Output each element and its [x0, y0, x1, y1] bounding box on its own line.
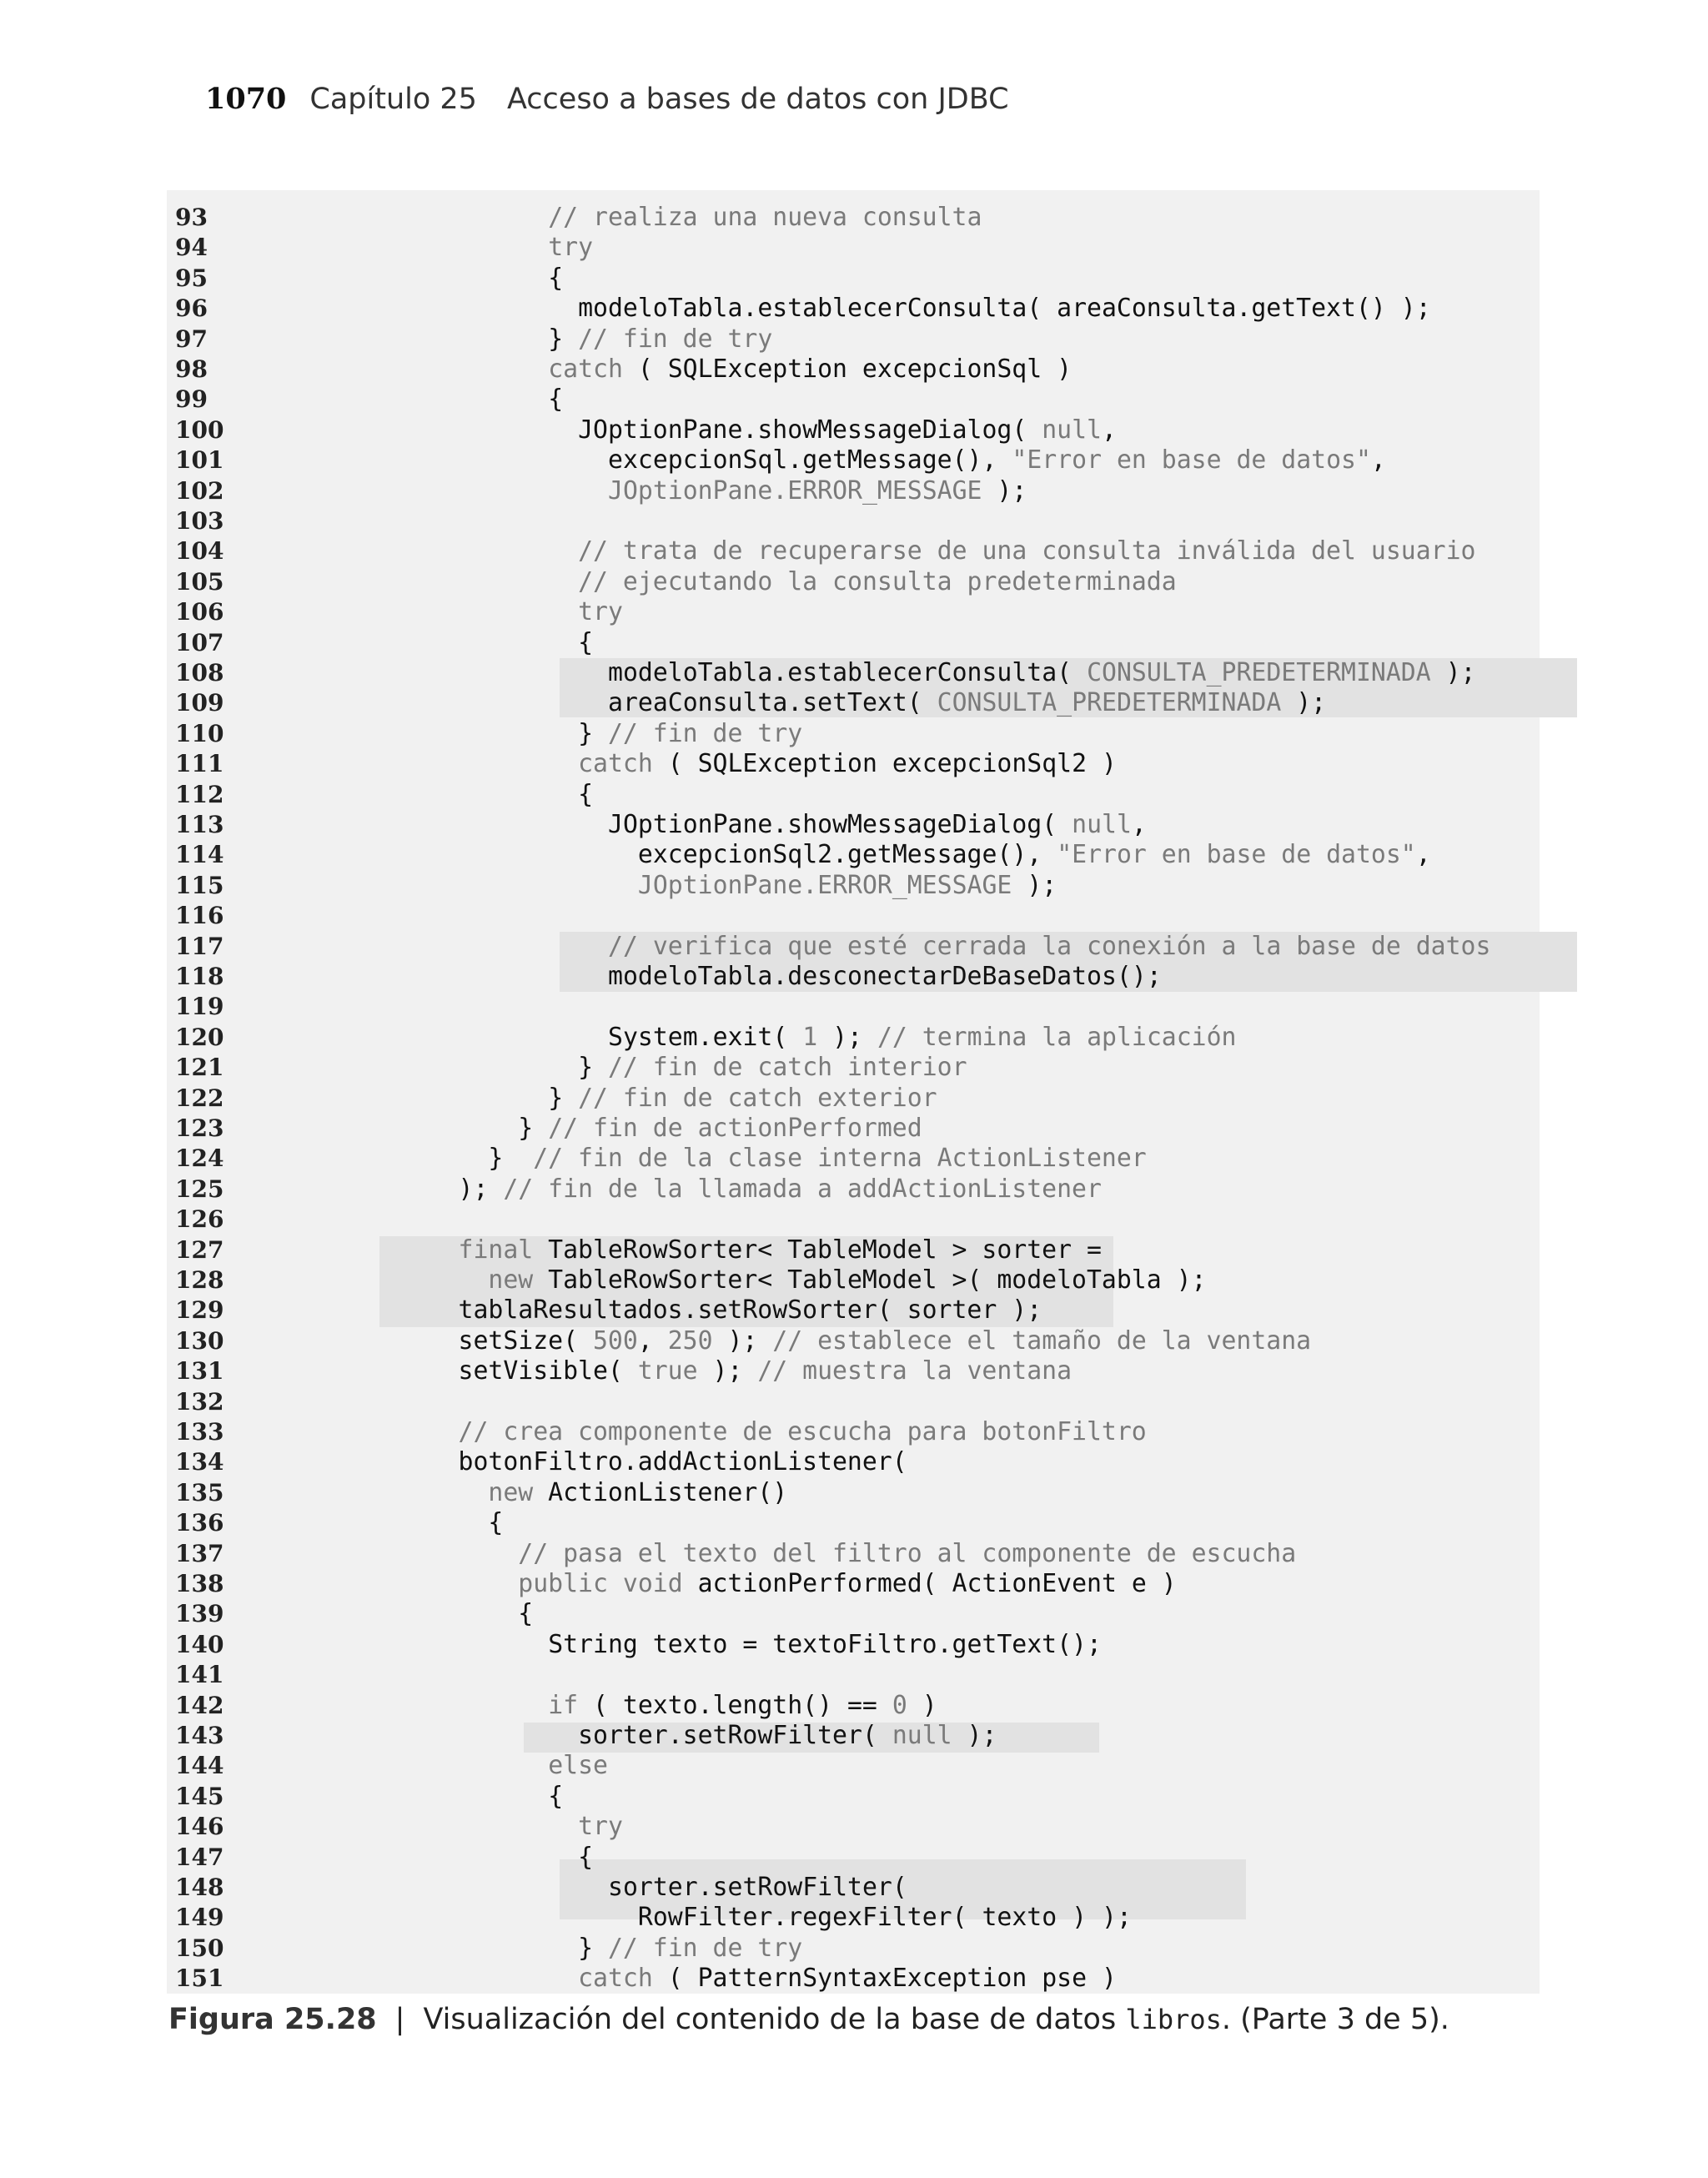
code-token: ,: [637, 1325, 668, 1356]
line-number: 117: [175, 932, 224, 960]
code-token: ( PatternSyntaxException pse ): [652, 1964, 1117, 1994]
code-token: ,: [1131, 810, 1147, 839]
code-line: [167, 1599, 1540, 1629]
code-token: ,: [1101, 415, 1117, 445]
keyword-token: else: [548, 1751, 608, 1781]
figure-caption: [168, 2003, 1449, 2036]
code-text: [608, 932, 1490, 962]
literal-token: CONSULTA_PREDETERMINADA: [1087, 658, 1431, 687]
code-text: [459, 1447, 907, 1477]
code-line: [167, 1417, 1540, 1447]
code-text: [518, 1569, 1176, 1599]
code-line: [167, 324, 1540, 355]
code-token: ( SQLException excepcionSql ): [622, 355, 1073, 384]
code-text: [608, 962, 1162, 992]
code-line: [167, 1721, 1540, 1751]
code-text: [608, 445, 1386, 475]
code-line: [167, 1235, 1540, 1265]
page-header: [205, 82, 1009, 116]
line-number: 95: [175, 264, 208, 292]
line-number: 109: [175, 689, 224, 717]
code-line: [167, 415, 1540, 445]
code-text: [578, 597, 623, 627]
comment-token: // realiza una nueva consulta: [548, 203, 982, 232]
caption-text-before: Visualización del contenido de la base de datos: [423, 2003, 1126, 2036]
code-line: [167, 1843, 1540, 1873]
code-text: [459, 1356, 1073, 1386]
code-token: ,: [1415, 840, 1431, 870]
code-token: );: [1430, 658, 1476, 687]
chapter-title: Acceso a bases de datos con JDBC: [506, 83, 1009, 116]
code-line: [167, 1812, 1540, 1842]
code-text: [488, 1265, 1206, 1295]
line-number: 102: [175, 476, 224, 505]
code-text: [578, 536, 1475, 566]
code-token: {: [518, 1599, 534, 1629]
code-line: [167, 385, 1540, 415]
code-line: [167, 1326, 1540, 1356]
figure-label: Figura 25.28: [168, 2003, 377, 2036]
code-line: [167, 1630, 1540, 1660]
line-number: 110: [175, 719, 224, 747]
code-line: [167, 992, 1540, 1022]
line-number: 96: [175, 294, 208, 323]
code-line: [167, 567, 1540, 597]
line-number: 143: [175, 1722, 224, 1749]
code-text: [459, 1235, 1102, 1265]
code-token: );: [952, 1721, 997, 1750]
literal-token: 500: [592, 1325, 638, 1356]
keyword-token: new: [488, 1477, 534, 1507]
chapter-label: Capítulo 25: [309, 83, 477, 116]
code-line: [167, 1114, 1540, 1144]
code-token: ( texto.length() ==: [578, 1690, 892, 1720]
comment-token: // pasa el texto del filtro al componente de escucha: [518, 1538, 1297, 1568]
code-text: [459, 1175, 1102, 1205]
code-line: [167, 233, 1540, 263]
page-number: 1070: [205, 82, 287, 116]
code-token: System.exit(: [608, 1022, 803, 1052]
code-line: [167, 932, 1540, 962]
line-number: 103: [175, 507, 224, 535]
line-number: 101: [175, 446, 224, 475]
line-number: 114: [175, 841, 224, 869]
code-text: [548, 1782, 563, 1812]
literal-token: "Error en base de datos": [1057, 840, 1416, 870]
code-line: [167, 1691, 1540, 1721]
line-number: 94: [175, 234, 208, 262]
line-number: 132: [175, 1387, 224, 1416]
line-number: 100: [175, 415, 224, 444]
code-token: String texto = textoFiltro.getText();: [548, 1629, 1102, 1659]
line-number: 123: [175, 1114, 224, 1142]
code-token: }: [548, 324, 579, 354]
keyword-token: null: [1042, 415, 1102, 445]
line-number: 125: [175, 1175, 224, 1203]
code-line: [167, 688, 1540, 718]
comment-token: // fin de try: [578, 324, 773, 354]
code-text: [488, 1508, 503, 1538]
code-text: [608, 1023, 1236, 1053]
code-token: TableRowSorter< TableModel > sorter =: [533, 1235, 1102, 1265]
keyword-token: true: [637, 1356, 698, 1386]
line-number: 122: [175, 1084, 224, 1112]
code-line: [167, 1873, 1540, 1903]
code-token: ): [907, 1690, 937, 1720]
code-text: [578, 780, 593, 810]
code-token: {: [488, 1508, 504, 1538]
line-number: 141: [175, 1661, 224, 1689]
code-line: [167, 780, 1540, 810]
literal-token: "Error en base de datos": [1012, 445, 1371, 475]
line-number: 144: [175, 1752, 224, 1780]
code-text: [578, 1843, 593, 1873]
code-text: [548, 1691, 937, 1721]
code-token: );: [982, 475, 1027, 506]
code-text: [548, 233, 593, 263]
code-line: [167, 810, 1540, 840]
code-token: [608, 1569, 623, 1598]
line-number: 98: [175, 355, 208, 383]
code-line: [167, 1508, 1540, 1538]
line-number: 113: [175, 811, 224, 838]
code-line: [167, 1782, 1540, 1812]
code-text: [548, 1084, 937, 1114]
line-number: 106: [175, 598, 224, 626]
comment-token: // fin de try: [607, 718, 803, 748]
code-token: {: [578, 779, 594, 809]
code-text: [548, 1630, 1102, 1660]
code-token: JOptionPane.showMessageDialog(: [578, 415, 1042, 445]
code-token: {: [578, 1842, 594, 1872]
code-text: [578, 719, 802, 749]
code-line: [167, 1387, 1540, 1417]
code-text: [578, 294, 1431, 324]
literal-token: JOptionPane.ERROR_MESSAGE: [637, 870, 1012, 900]
code-line: [167, 1084, 1540, 1114]
code-token: );: [1012, 870, 1057, 900]
keyword-token: new: [488, 1265, 534, 1295]
code-text: [548, 264, 563, 294]
code-line: [167, 476, 1540, 506]
code-token: }: [578, 1053, 608, 1083]
line-number: 138: [175, 1570, 224, 1597]
code-line: [167, 1964, 1540, 1994]
code-text: [608, 688, 1326, 718]
code-text: [578, 1053, 967, 1083]
keyword-token: null: [1072, 810, 1132, 839]
code-line: [167, 749, 1540, 779]
comment-token: // verifica que esté cerrada la conexión a la base de datos: [608, 931, 1491, 961]
comment-token: // establece el tamaño de la ventana: [772, 1325, 1312, 1356]
keyword-token: public: [518, 1569, 608, 1598]
code-token: modeloTabla.establecerConsulta( areaConsulta.getText() );: [578, 294, 1431, 324]
line-number: 105: [175, 567, 224, 596]
code-listing: [167, 190, 1540, 1994]
code-token: );: [697, 1356, 758, 1386]
code-line: [167, 1751, 1540, 1781]
code-token: ActionListener(): [533, 1477, 788, 1507]
code-line: [167, 597, 1540, 627]
code-line: [167, 536, 1540, 566]
comment-token: // ejecutando la consulta predeterminada: [578, 566, 1177, 596]
comment-token: // muestra la ventana: [757, 1356, 1073, 1386]
code-line: [167, 1539, 1540, 1569]
code-line: [167, 1265, 1540, 1295]
code-line: [167, 294, 1540, 324]
keyword-token: try: [548, 233, 594, 263]
comment-token: // trata de recuperarse de una consulta inválida del usuario: [578, 536, 1476, 566]
code-text: [578, 415, 1117, 445]
literal-token: CONSULTA_PREDETERMINADA: [937, 688, 1282, 718]
line-number: 118: [175, 963, 224, 990]
code-text: [459, 1326, 1312, 1356]
line-number: 147: [175, 1843, 224, 1871]
code-text: [518, 1539, 1296, 1569]
code-line: [167, 1356, 1540, 1386]
line-number: 148: [175, 1874, 224, 1901]
code-text: [518, 1599, 533, 1629]
code-text: [548, 203, 982, 233]
code-line: [167, 719, 1540, 749]
line-number: 149: [175, 1904, 224, 1932]
code-text: [638, 840, 1431, 870]
line-number: 142: [175, 1691, 224, 1719]
line-number: 124: [175, 1144, 224, 1173]
code-token: excepcionSql.getMessage(),: [608, 445, 1012, 475]
line-number: 97: [175, 324, 208, 353]
code-line: [167, 1447, 1540, 1477]
line-number: 116: [175, 902, 224, 930]
caption-separator: |: [394, 2003, 405, 2036]
code-text: [578, 749, 1117, 779]
code-token: sorter.setRowFilter(: [608, 1873, 907, 1902]
caption-mono-word: libros: [1125, 2004, 1222, 2035]
line-number: 130: [175, 1326, 224, 1355]
line-number: 131: [175, 1357, 224, 1386]
code-token: actionPerformed( ActionEvent e ): [682, 1569, 1177, 1598]
code-text: [578, 628, 593, 658]
code-text: [578, 1812, 623, 1842]
code-token: excepcionSql2.getMessage(),: [637, 840, 1057, 870]
code-text: [638, 1903, 1132, 1933]
code-line: [167, 1569, 1540, 1599]
code-line: [167, 658, 1540, 688]
keyword-token: catch: [578, 749, 653, 779]
comment-token: // fin de la clase interna ActionListener: [533, 1144, 1147, 1174]
code-text: [548, 355, 1072, 385]
code-token: }: [578, 1933, 608, 1963]
code-token: modeloTabla.establecerConsulta(: [608, 658, 1088, 687]
code-token: ( SQLException excepcionSql2 ): [652, 749, 1117, 779]
code-text: [548, 385, 563, 415]
code-line: [167, 1660, 1540, 1690]
code-token: setVisible(: [458, 1356, 638, 1386]
code-text: [578, 1934, 802, 1964]
code-line: [167, 1295, 1540, 1325]
code-text: [608, 658, 1476, 688]
code-text: [578, 1964, 1117, 1994]
comment-token: // fin de try: [607, 1933, 803, 1963]
code-token: {: [548, 1781, 564, 1811]
code-line: [167, 871, 1540, 901]
comment-token: // fin de catch interior: [607, 1053, 967, 1083]
line-number: 137: [175, 1539, 224, 1567]
code-line: [167, 1205, 1540, 1235]
line-number: 112: [175, 780, 224, 808]
keyword-token: void: [622, 1569, 683, 1598]
code-token: }: [488, 1144, 534, 1174]
literal-token: JOptionPane.ERROR_MESSAGE: [608, 475, 982, 506]
line-number: 99: [175, 385, 208, 414]
line-number: 111: [175, 750, 224, 778]
line-number: 133: [175, 1418, 224, 1446]
line-number: 146: [175, 1813, 224, 1841]
line-number: 127: [175, 1235, 224, 1264]
code-line: [167, 1144, 1540, 1174]
code-text: [578, 567, 1177, 597]
line-number: 108: [175, 659, 224, 687]
code-text: [548, 324, 772, 355]
line-number: 104: [175, 537, 224, 566]
line-number: 128: [175, 1266, 224, 1294]
code-token: tablaResultados.setRowSorter( sorter );: [458, 1295, 1042, 1325]
line-number: 150: [175, 1934, 224, 1962]
code-token: {: [548, 385, 564, 415]
code-line: [167, 628, 1540, 658]
code-token: {: [548, 263, 564, 293]
code-token: TableRowSorter< TableModel >( modeloTabla );: [533, 1265, 1207, 1295]
literal-token: 250: [667, 1325, 713, 1356]
keyword-token: catch: [548, 355, 623, 384]
code-token: );: [817, 1022, 877, 1052]
line-number: 119: [175, 993, 224, 1021]
code-line: [167, 264, 1540, 294]
comment-token: // crea componente de escucha para botonFiltro: [458, 1417, 1147, 1446]
code-text: [459, 1417, 1147, 1447]
line-number: 129: [175, 1296, 224, 1325]
code-line: [167, 1478, 1540, 1508]
code-line: [167, 1053, 1540, 1083]
code-line: [167, 1175, 1540, 1205]
code-line: [167, 445, 1540, 475]
code-text: [608, 476, 1027, 506]
code-token: );: [712, 1325, 773, 1356]
code-token: areaConsulta.setText(: [608, 688, 937, 718]
literal-token: 1: [802, 1022, 818, 1052]
code-token: botonFiltro.addActionListener(: [458, 1447, 907, 1477]
code-line: [167, 506, 1540, 536]
code-token: sorter.setRowFilter(: [578, 1721, 892, 1750]
caption-text-after: . (Parte 3 de 5).: [1221, 2003, 1449, 2036]
code-line: [167, 355, 1540, 385]
line-number: 136: [175, 1509, 224, 1537]
line-number: 115: [175, 871, 224, 899]
keyword-token: catch: [578, 1964, 653, 1994]
line-number: 121: [175, 1054, 224, 1082]
code-token: ,: [1370, 445, 1386, 475]
code-text: [488, 1144, 1146, 1174]
line-number: 107: [175, 628, 224, 656]
keyword-token: try: [578, 597, 623, 627]
code-text: [638, 871, 1057, 901]
code-token: );: [458, 1174, 504, 1204]
code-token: RowFilter.regexFilter( texto ) );: [637, 1903, 1132, 1933]
code-line: [167, 840, 1540, 870]
code-line: [167, 1903, 1540, 1933]
comment-token: // termina la aplicación: [877, 1022, 1237, 1052]
code-token: );: [1281, 688, 1327, 718]
code-text: [488, 1478, 787, 1508]
code-token: }: [518, 1114, 549, 1143]
code-token: modeloTabla.desconectarDeBaseDatos();: [608, 962, 1162, 991]
code-token: setSize(: [458, 1325, 593, 1356]
code-line: [167, 962, 1540, 992]
line-number: 145: [175, 1782, 224, 1810]
code-token: {: [578, 627, 594, 657]
line-number: 135: [175, 1478, 224, 1506]
keyword-token: final: [458, 1235, 534, 1265]
code-text: [578, 1721, 997, 1751]
line-number: 126: [175, 1205, 224, 1234]
code-line: [167, 1023, 1540, 1053]
comment-token: // fin de catch exterior: [578, 1083, 937, 1113]
keyword-token: if: [548, 1690, 579, 1720]
code-line: [167, 203, 1540, 233]
line-number: 134: [175, 1448, 224, 1476]
keyword-token: try: [578, 1812, 623, 1842]
code-token: }: [548, 1083, 579, 1113]
code-line: [167, 901, 1540, 931]
comment-token: // fin de la llamada a addActionListener: [503, 1174, 1102, 1204]
line-number: 139: [175, 1600, 224, 1628]
code-text: [608, 810, 1147, 840]
line-number: 93: [175, 204, 208, 231]
keyword-token: null: [892, 1721, 952, 1750]
line-number: 151: [175, 1964, 224, 1993]
code-line: [167, 1934, 1540, 1964]
code-text: [518, 1114, 922, 1144]
literal-token: 0: [892, 1690, 907, 1720]
code-token: }: [578, 718, 608, 748]
code-text: [548, 1751, 608, 1781]
code-text: [608, 1873, 907, 1903]
line-number: 140: [175, 1630, 224, 1658]
line-number: 120: [175, 1023, 224, 1051]
code-token: JOptionPane.showMessageDialog(: [608, 810, 1073, 839]
comment-token: // fin de actionPerformed: [548, 1114, 922, 1143]
code-text: [459, 1295, 1042, 1325]
